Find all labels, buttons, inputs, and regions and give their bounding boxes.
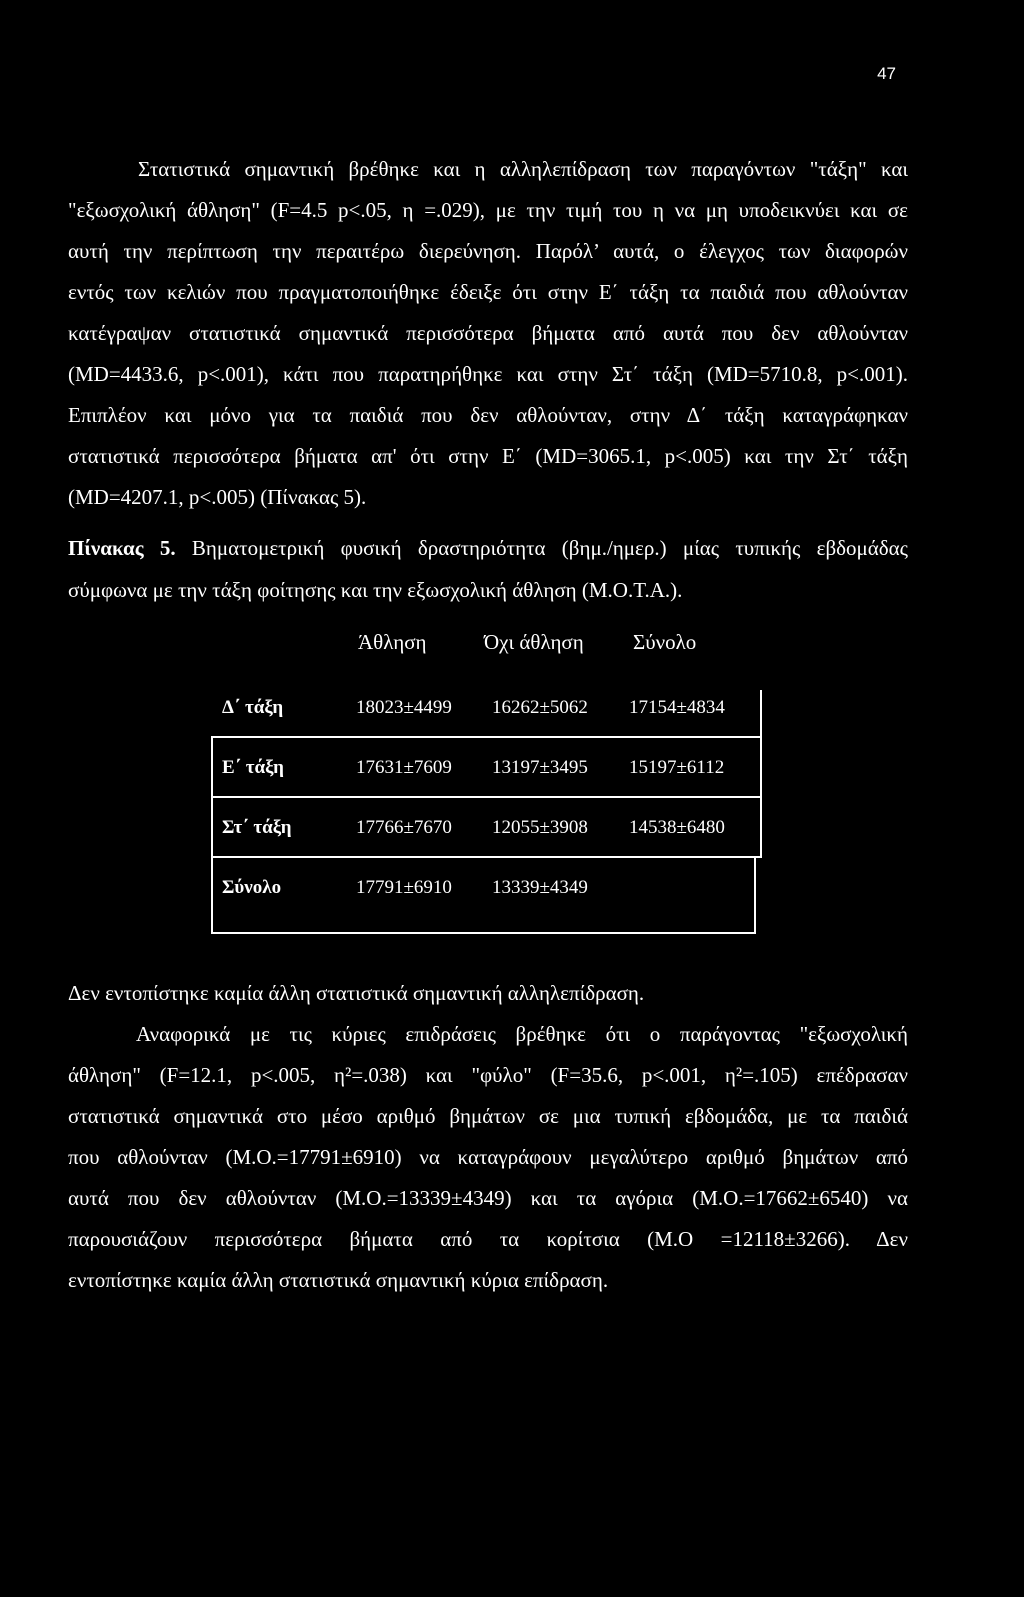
text-line: (MD=4207.1, p<.005) (Πίνακας 5). [68,485,367,509]
page-number: 47 [877,64,896,83]
row-label: Δ΄ τάξη [222,697,284,718]
column-header: Όχι άθληση [484,630,584,654]
paragraph-interaction [68,149,908,518]
table-rule [754,856,756,934]
row-label: Σύνολο [222,877,282,898]
caption-line [68,527,908,569]
table-cell: 17791±6910 [356,877,452,898]
text-line: εντοπίστηκε καμία άλλη στατιστικά σημαντική κύρια επίδραση. [68,1268,609,1292]
text-line: αυτή την περίπτωση την περαιτέρω διερεύνηση. Παρόλ’ αυτά, ο έλεγχος των διαφορών [68,239,908,263]
table-caption [68,527,908,611]
caption-text: Βηματομετρική φυσική δραστηριότητα (βημ./ημερ.) μίας τυπικής εβδομάδας [175,536,908,560]
table-cell: 18023±4499 [356,697,452,718]
table-cell: 13339±4349 [492,877,588,898]
table-rule [212,796,762,798]
column-header: Άθληση [358,630,427,654]
table-cell: 13197±3495 [492,757,588,778]
text-line: εντός των κελιών που πραγματοποιήθηκε έδειξε ότι στην Ε΄ τάξη τα παιδιά που αθλούνταν [68,280,908,304]
text-line: άθληση" (F=12.1, p<.005, η²=.038) και "φύλο" (F=35.6, p<.001, η²=.105) επέδρασαν [68,1063,908,1087]
text-line: στατιστικά περισσότερα βήματα απ' ότι στην Ε΄ (MD=3065.1, p<.005) και την Στ΄ τάξη [68,444,908,468]
caption-label: Πίνακας 5. [68,536,176,560]
text-line: που αθλούνταν (Μ.Ο.=17791±6910) να καταγράφουν μεγαλύτερο αριθμό βημάτων από [68,1145,908,1169]
paragraph-no-interaction [68,973,908,1014]
table-rule [212,736,762,738]
table-rule [211,736,213,934]
text-line: Στατιστικά σημαντική βρέθηκε και η αλληλεπίδραση των παραγόντων "τάξη" και [138,157,908,181]
paragraph-main-effects [68,1014,908,1301]
table-cell: 14538±6480 [629,817,725,838]
table-rule [760,690,762,856]
table-cell: 12055±3908 [492,817,588,838]
text-line: (MD=4433.6, p<.001), κάτι που παρατηρήθηκε και στην Στ΄ τάξη (MD=5710.8, p<.001). [68,362,908,386]
table-rule [212,932,756,934]
text-line: κατέγραψαν στατιστικά σημαντικά περισσότερα βήματα από αυτά που δεν αθλούνταν [68,321,908,345]
table-cell: 16262±5062 [492,697,588,718]
row-label: Στ΄ τάξη [222,817,292,838]
caption-line: σύμφωνα με την τάξη φοίτησης και την εξωσχολική άθληση (Μ.Ο.Τ.Α.). [68,578,683,602]
text-line: στατιστικά σημαντικά στο μέσο αριθμό βημάτων σε μια τυπική εβδομάδα, με τα παιδιά [68,1104,908,1128]
table-cell: 17631±7609 [356,757,452,778]
text-line: αυτά που δεν αθλούνταν (Μ.Ο.=13339±4349) και τα αγόρια (Μ.Ο.=17662±6540) να [68,1186,908,1210]
text-line: παρουσιάζουν περισσότερα βήματα από τα κορίτσια (Μ.Ο =12118±3266). Δεν [68,1227,908,1251]
text-line: Δεν εντοπίστηκε καμία άλλη στατιστικά σημαντική αλληλεπίδραση. [68,981,645,1005]
table-rule [212,856,762,858]
table-cell: 17766±7670 [356,817,452,838]
table-cell: 17154±4834 [629,697,725,718]
table-cell: 15197±6112 [629,757,725,778]
text-line: Αναφορικά με τις κύριες επιδράσεις βρέθηκε ότι ο παράγοντας "εξωσχολική [136,1022,908,1046]
text-line: Επιπλέον και μόνο για τα παιδιά που δεν αθλούνταν, στην Δ΄ τάξη καταγράφηκαν [68,403,908,427]
row-label: Ε΄ τάξη [222,757,284,778]
text-line: "εξωσχολική άθληση" (F=4.5 p<.05, η =.029), με την τιμή του η να μη υποδεικνύει και σε [68,198,908,222]
column-header: Σύνολο [633,630,697,654]
